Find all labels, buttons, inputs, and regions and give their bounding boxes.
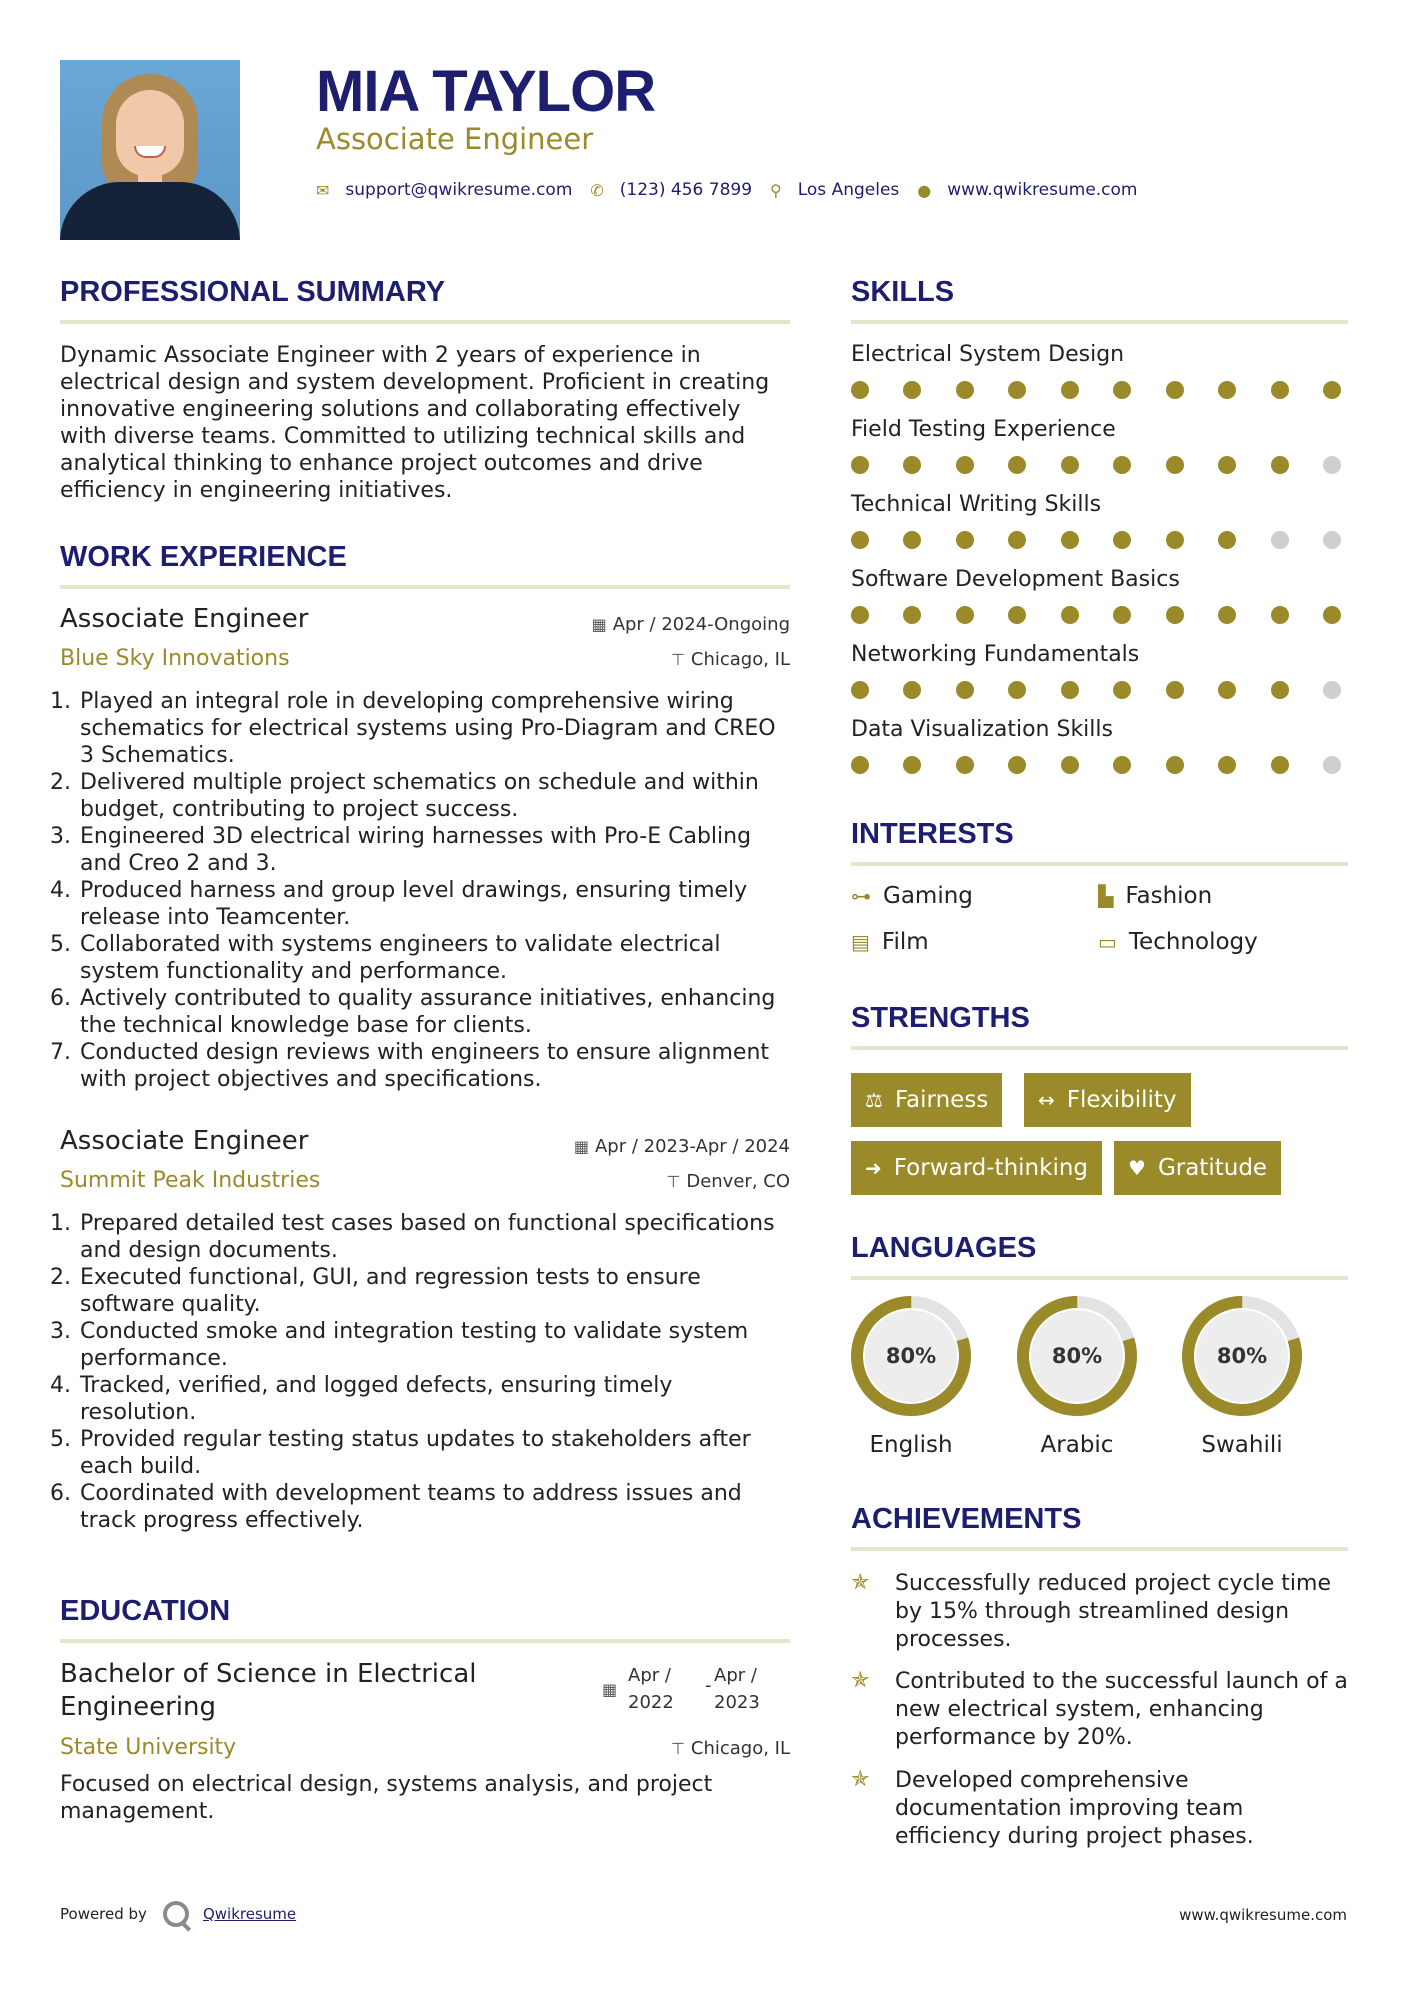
strengths-heading: STRENGTHS: [851, 1002, 1030, 1034]
language-item: [849, 1294, 973, 1458]
strength-tag: [851, 1073, 1002, 1127]
education-end-year: 2023: [714, 1692, 760, 1713]
job-dates: [574, 1136, 790, 1157]
rating-dot: [1008, 681, 1026, 699]
job-dates-text: Apr / 2024-Ongoing: [612, 614, 790, 635]
strength-tag: [1024, 1073, 1191, 1127]
skill-rating: [851, 756, 1341, 774]
pin-icon: ⊤: [670, 650, 685, 669]
rating-dot: [1008, 456, 1026, 474]
education-description: Focused on electrical design, systems analysis, and project management.: [60, 1772, 713, 1824]
achievement-item: [851, 1570, 1351, 1654]
rating-dot: [1218, 606, 1236, 624]
footer-site[interactable]: www.qwikresume.com: [1179, 1906, 1347, 1924]
heart-icon: ♥: [1128, 1156, 1146, 1180]
education-school: State University: [60, 1735, 237, 1760]
rating-dot: [903, 606, 921, 624]
phone-icon: ✆: [590, 180, 604, 200]
rating-dot: [1271, 681, 1289, 699]
arrow-right-icon: ➜: [865, 1156, 882, 1180]
language-name: Arabic: [1040, 1432, 1114, 1458]
interest-fashion: [1098, 883, 1212, 909]
candidate-name: MIA TAYLOR: [316, 59, 656, 124]
language-item: [1180, 1294, 1304, 1458]
education-start-year: 2022: [628, 1692, 674, 1713]
star-icon: ✯: [851, 1570, 870, 1595]
language-percent: 80%: [1216, 1344, 1268, 1368]
rating-dot: [1061, 681, 1079, 699]
education-dash: -: [705, 1675, 712, 1696]
rating-dot: [903, 456, 921, 474]
interest-label: Technology: [1128, 929, 1258, 955]
rating-dot: [1166, 531, 1184, 549]
rating-dot: [1113, 456, 1131, 474]
rating-dot: [1113, 531, 1131, 549]
achievement-text: Contributed to the successful launch of a new electrical system, enhancing performance by 20%.: [895, 1669, 1348, 1750]
rating-dot: [956, 381, 974, 399]
skill-rating: [851, 531, 1341, 549]
strength-label: Flexibility: [1066, 1087, 1177, 1113]
language-name: Swahili: [1201, 1432, 1283, 1458]
rating-dot: [1061, 381, 1079, 399]
rating-dot: [1323, 456, 1341, 474]
rating-dot: [1271, 756, 1289, 774]
interests-heading: INTERESTS: [851, 818, 1014, 850]
experience-divider: [60, 585, 790, 589]
rating-dot: [1218, 756, 1236, 774]
interests-divider: [851, 862, 1348, 866]
achievement-text: Developed comprehensive documentation improving team efficiency during project phases.: [895, 1768, 1254, 1849]
achievements-divider: [851, 1547, 1348, 1551]
education-start: [628, 1662, 674, 1716]
rating-dot: [956, 531, 974, 549]
skill-name: Electrical System Design: [851, 342, 1125, 367]
job-dates-text: Apr / 2023-Apr / 2024: [594, 1136, 790, 1157]
job-company: Blue Sky Innovations: [60, 646, 290, 671]
rating-dot: [851, 681, 869, 699]
language-percent: 80%: [1051, 1344, 1103, 1368]
job-company: Summit Peak Industries: [60, 1168, 321, 1193]
list-item: 1. Played an integral role in developing comprehensive wiring schematics for electrical systems using Pro-Diagram and CREO 3 Schematics.: [78, 688, 792, 769]
list-item: 5. Provided regular testing status updates to stakeholders after each build.: [78, 1426, 792, 1480]
contact-website[interactable]: www.qwikresume.com: [947, 180, 1138, 200]
strengths-divider: [851, 1046, 1348, 1050]
rating-dot: [1166, 681, 1184, 699]
star-icon: ✯: [851, 1767, 870, 1792]
laptop-icon: ▭: [1098, 930, 1117, 954]
summary-divider: [60, 320, 790, 324]
pin-icon: ⊤: [670, 1739, 685, 1758]
rating-dot: [1218, 381, 1236, 399]
rating-dot: [1218, 681, 1236, 699]
achievement-item: [851, 1767, 1351, 1851]
skill-rating: [851, 681, 1341, 699]
summary-heading: PROFESSIONAL SUMMARY: [60, 276, 446, 308]
job-bullets: [60, 1210, 792, 1534]
job-location-text: Denver, CO: [686, 1171, 790, 1192]
skills-heading: SKILLS: [851, 276, 955, 308]
arrows-horizontal-icon: ↔: [1038, 1088, 1055, 1112]
footer-powered-by: [60, 1901, 296, 1927]
globe-icon: ●: [917, 180, 932, 200]
rating-dot: [956, 681, 974, 699]
brand-link[interactable]: Qwikresume: [202, 1905, 297, 1923]
qwikresume-logo-icon: [163, 1901, 189, 1927]
calendar-icon: ▦: [591, 615, 607, 634]
rating-dot: [903, 381, 921, 399]
rating-dot: [1323, 606, 1341, 624]
strength-label: Gratitude: [1157, 1155, 1268, 1181]
interest-label: Film: [881, 929, 929, 955]
languages-divider: [851, 1276, 1348, 1280]
skill-rating: [851, 381, 1341, 399]
achievements-heading: ACHIEVEMENTS: [851, 1503, 1082, 1535]
rating-dot: [1008, 531, 1026, 549]
rating-dot: [1008, 756, 1026, 774]
rating-dot: [1323, 531, 1341, 549]
balance-scale-icon: ⚖: [865, 1088, 883, 1112]
rating-dot: [1218, 456, 1236, 474]
experience-heading: WORK EXPERIENCE: [60, 541, 347, 573]
skill-name: Data Visualization Skills: [851, 717, 1113, 742]
education-end-month: Apr /: [714, 1665, 757, 1686]
rating-dot: [1271, 531, 1289, 549]
interest-film: [851, 929, 929, 955]
list-item: 4. Produced harness and group level drawings, ensuring timely release into Teamcenter.: [78, 877, 792, 931]
language-name: English: [869, 1432, 953, 1458]
strength-label: Fairness: [894, 1087, 989, 1113]
skill-rating: [851, 456, 1341, 474]
gamepad-icon: ⊶: [851, 884, 871, 908]
interest-gaming: [851, 883, 973, 909]
rating-dot: [1323, 681, 1341, 699]
rating-dot: [903, 531, 921, 549]
job-location: [666, 1171, 790, 1192]
rating-dot: [851, 756, 869, 774]
rating-dot: [1166, 756, 1184, 774]
rating-dot: [956, 606, 974, 624]
education-heading: EDUCATION: [60, 1595, 231, 1627]
skill-rating: [851, 606, 1341, 624]
job-dates: [592, 614, 790, 635]
rating-dot: [1061, 606, 1079, 624]
job-title: Associate Engineer: [60, 1126, 309, 1156]
strength-tag: [1114, 1141, 1281, 1195]
language-percent: 80%: [885, 1344, 937, 1368]
rating-dot: [1271, 456, 1289, 474]
rating-dot: [1166, 381, 1184, 399]
calendar-icon: ▦: [573, 1137, 589, 1156]
star-icon: ✯: [851, 1668, 870, 1693]
summary-text: Dynamic Associate Engineer with 2 years of experience in electrical design and system development. Proficient in creating innovative engineering solutions and collaborating effectively with diverse teams. Committed to utilizing technical skills and analytical thinking to enhance project outcomes and drive efficiency in engineering initiatives.: [60, 343, 770, 503]
education-location: [671, 1738, 790, 1759]
rating-dot: [851, 456, 869, 474]
language-item: [1015, 1294, 1139, 1458]
rating-dot: [851, 606, 869, 624]
interest-label: Gaming: [883, 883, 973, 909]
rating-dot: [1113, 756, 1131, 774]
rating-dot: [1218, 531, 1236, 549]
pin-icon: ⊤: [666, 1172, 681, 1191]
list-item: 5. Collaborated with systems engineers to validate electrical system functionality and performance.: [78, 931, 792, 985]
education-end: [714, 1662, 760, 1716]
rating-dot: [1271, 381, 1289, 399]
strength-label: Forward-thinking: [893, 1155, 1089, 1181]
envelope-icon: ✉: [316, 180, 330, 200]
rating-dot: [1113, 381, 1131, 399]
education-start-month: Apr /: [628, 1665, 671, 1686]
rating-dot: [851, 381, 869, 399]
job-location: [671, 649, 790, 670]
education-degree: Bachelor of Science in Electrical Engineering: [60, 1659, 477, 1722]
rating-dot: [1166, 456, 1184, 474]
list-item: 6. Actively contributed to quality assurance initiatives, enhancing the technical knowledge base for clients.: [78, 985, 792, 1039]
contact-phone[interactable]: (123) 456 7899: [619, 180, 753, 200]
map-marker-icon: ⚲: [770, 180, 782, 200]
rating-dot: [956, 456, 974, 474]
rating-dot: [1323, 756, 1341, 774]
list-item: 2. Delivered multiple project schematics on schedule and within budget, contributing to project success.: [78, 769, 792, 823]
list-item: 3. Engineered 3D electrical wiring harnesses with Pro-E Cabling and Creo 2 and 3.: [78, 823, 792, 877]
calendar-icon: ▦: [602, 1680, 618, 1699]
skills-divider: [851, 320, 1348, 324]
rating-dot: [851, 531, 869, 549]
rating-dot: [1061, 756, 1079, 774]
rating-dot: [956, 756, 974, 774]
candidate-title: Associate Engineer: [316, 122, 594, 156]
skill-name: Field Testing Experience: [851, 417, 1116, 442]
skill-name: Technical Writing Skills: [851, 492, 1102, 517]
contact-location: Los Angeles: [797, 180, 900, 200]
rating-dot: [1061, 531, 1079, 549]
rating-dot: [1271, 606, 1289, 624]
languages-heading: LANGUAGES: [851, 1232, 1037, 1264]
list-item: 3. Conducted smoke and integration testing to validate system performance.: [78, 1318, 792, 1372]
rating-dot: [1008, 606, 1026, 624]
achievement-text: Successfully reduced project cycle time by 15% through streamlined design processes.: [895, 1571, 1331, 1652]
rating-dot: [1166, 606, 1184, 624]
skill-name: Software Development Basics: [851, 567, 1180, 592]
rating-dot: [1323, 381, 1341, 399]
contact-email[interactable]: support@qwikresume.com: [345, 180, 573, 200]
rating-dot: [903, 756, 921, 774]
shopping-bag-icon: ▙: [1098, 884, 1114, 908]
contact-bar: [316, 180, 1156, 200]
achievement-item: [851, 1668, 1351, 1752]
rating-dot: [1113, 681, 1131, 699]
rating-dot: [1008, 381, 1026, 399]
rating-dot: [903, 681, 921, 699]
education-divider: [60, 1639, 790, 1643]
interest-technology: [1098, 929, 1258, 955]
rating-dot: [1061, 456, 1079, 474]
strength-tag: [851, 1141, 1102, 1195]
list-item: 1. Prepared detailed test cases based on functional specifications and design documents.: [78, 1210, 792, 1264]
profile-photo: [60, 60, 240, 240]
skill-name: Networking Fundamentals: [851, 642, 1140, 667]
education-location-text: Chicago, IL: [690, 1738, 790, 1759]
job-title: Associate Engineer: [60, 604, 309, 634]
rating-dot: [1113, 606, 1131, 624]
list-item: 4. Tracked, verified, and logged defects, ensuring timely resolution.: [78, 1372, 792, 1426]
list-item: 7. Conducted design reviews with engineers to ensure alignment with project objectives and specifications.: [78, 1039, 792, 1093]
list-item: 6. Coordinated with development teams to address issues and track progress effectively.: [78, 1480, 792, 1534]
job-location-text: Chicago, IL: [690, 649, 790, 670]
powered-by-label: Powered by: [60, 1905, 147, 1923]
interest-label: Fashion: [1125, 883, 1213, 909]
job-bullets: [60, 688, 792, 1093]
film-icon: ▤: [851, 930, 870, 954]
list-item: 2. Executed functional, GUI, and regression tests to ensure software quality.: [78, 1264, 792, 1318]
